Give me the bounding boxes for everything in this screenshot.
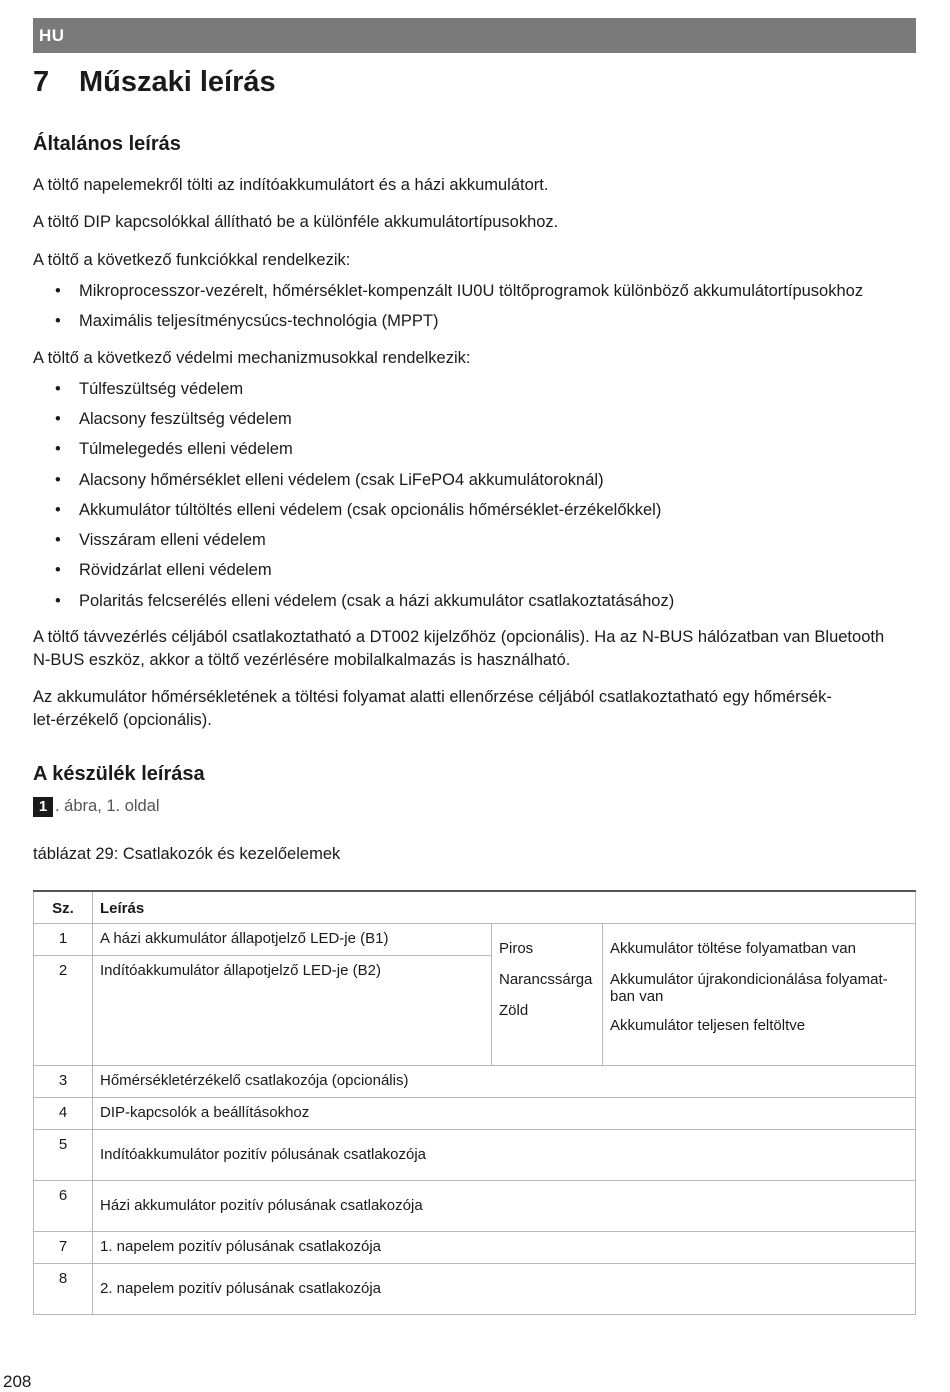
protection-intro: A töltő a következő védelmi mechanizmusokkal rendelkezik:: [33, 349, 471, 367]
function-item: • Maximális teljesítménycsúcs-technológia (MPPT): [55, 312, 439, 330]
general-para-1: A töltő napelemekről tölti az indítóakkumulátort és a házi akkumulátort.: [33, 176, 549, 194]
remote-control-paragraph: A töltő távvezérlés céljából csatlakoztatható a DT002 kijelzőhöz (opcionális). Ha az N-BUS hálózatban van Bluetooth N-BUS eszköz, akkor a töltő vezérlésére mobilalkalmazás is használható.: [33, 628, 885, 669]
table-row: 7 1. napelem pozitív pólusának csatlakozója: [34, 1231, 916, 1263]
language-bar: [33, 18, 916, 53]
figure-reference: 1 . ábra, 1. oldal: [33, 797, 160, 817]
protection-item: • Túlfeszültség védelem: [55, 380, 244, 398]
functions-intro: A töltő a következő funkciókkal rendelkezik:: [33, 251, 351, 269]
table-row: 5 Indítóakkumulátor pozitív pólusának csatlakozója: [34, 1129, 916, 1180]
figure-number-badge: 1: [33, 797, 53, 817]
protection-item: • Alacsony hőmérséklet elleni védelem (csak LiFePO4 akkumulátoroknál): [55, 471, 604, 489]
device-heading: A készülék leírása: [33, 763, 205, 785]
page-number: 208: [3, 1372, 32, 1391]
table-row: 4 DIP-kapcsolók a beállításokhoz: [34, 1097, 916, 1129]
table-row: 8 2. napelem pozitív pólusának csatlakozója: [34, 1263, 916, 1314]
function-item: • Mikroprocesszor-vezérelt, hőmérséklet-kompenzált IU0U töltőprogramok különböző akkumulátortípusokhoz: [55, 282, 864, 300]
temperature-sensor-paragraph: Az akkumulátor hőmérsékletének a töltési folyamat alatti ellenőrzése céljából csatlakoztatható egy hőmérsék- let-érzékelő (opcionális).: [33, 688, 832, 729]
table-row: 6 Házi akkumulátor pozitív pólusának csatlakozója: [34, 1180, 916, 1231]
protection-item: • Visszáram elleni védelem: [55, 531, 266, 549]
table-row: 2 Indítóakkumulátor állapotjelző LED-je (B2): [34, 955, 916, 1065]
led-states: Akkumulátor töltése folyamatban van Akkumulátor újrakondicionálása folyamat- ban van Akkumulátor teljesen feltöltve: [603, 923, 916, 1065]
protection-item: • Polaritás felcserélés elleni védelem (csak a házi akkumulátor csatlakoztatásához): [55, 592, 675, 610]
table-caption: táblázat 29: Csatlakozók és kezelőelemek: [33, 845, 341, 863]
chapter-title-text: Műszaki leírás: [79, 66, 276, 98]
general-heading: Általános leírás: [33, 133, 181, 155]
table-header-row: [34, 891, 916, 923]
language-label: HU: [39, 26, 65, 45]
chapter-title: [33, 66, 276, 99]
protection-item: • Rövidzárlat elleni védelem: [55, 561, 272, 579]
column-header-description: Leírás: [93, 891, 916, 923]
protection-item: • Alacsony feszültség védelem: [55, 410, 292, 428]
led-colors: Piros Narancssárga Zöld: [492, 923, 603, 1065]
table-row: 1 A házi akkumulátor állapotjelző LED-je (B1) Piros Narancssárga Zöld Akkumulátor töltése folyamatban van Akkumulátor újrakondicionálása folyamat- ban van Akkumulátor teljesen feltöltve: [34, 923, 916, 955]
column-header-nr: Sz.: [34, 891, 93, 923]
chapter-number: 7: [33, 66, 50, 98]
protection-item: • Akkumulátor túltöltés elleni védelem (csak opcionális hőmérséklet-érzékelőkkel): [55, 501, 662, 519]
general-para-2: A töltő DIP kapcsolókkal állítható be a különféle akkumulátortípusokhoz.: [33, 213, 559, 231]
connections-table: [33, 890, 916, 1315]
protection-item: • Túlmelegedés elleni védelem: [55, 440, 293, 458]
table-row: 3 Hőmérsékletérzékelő csatlakozója (opcionális): [34, 1065, 916, 1097]
